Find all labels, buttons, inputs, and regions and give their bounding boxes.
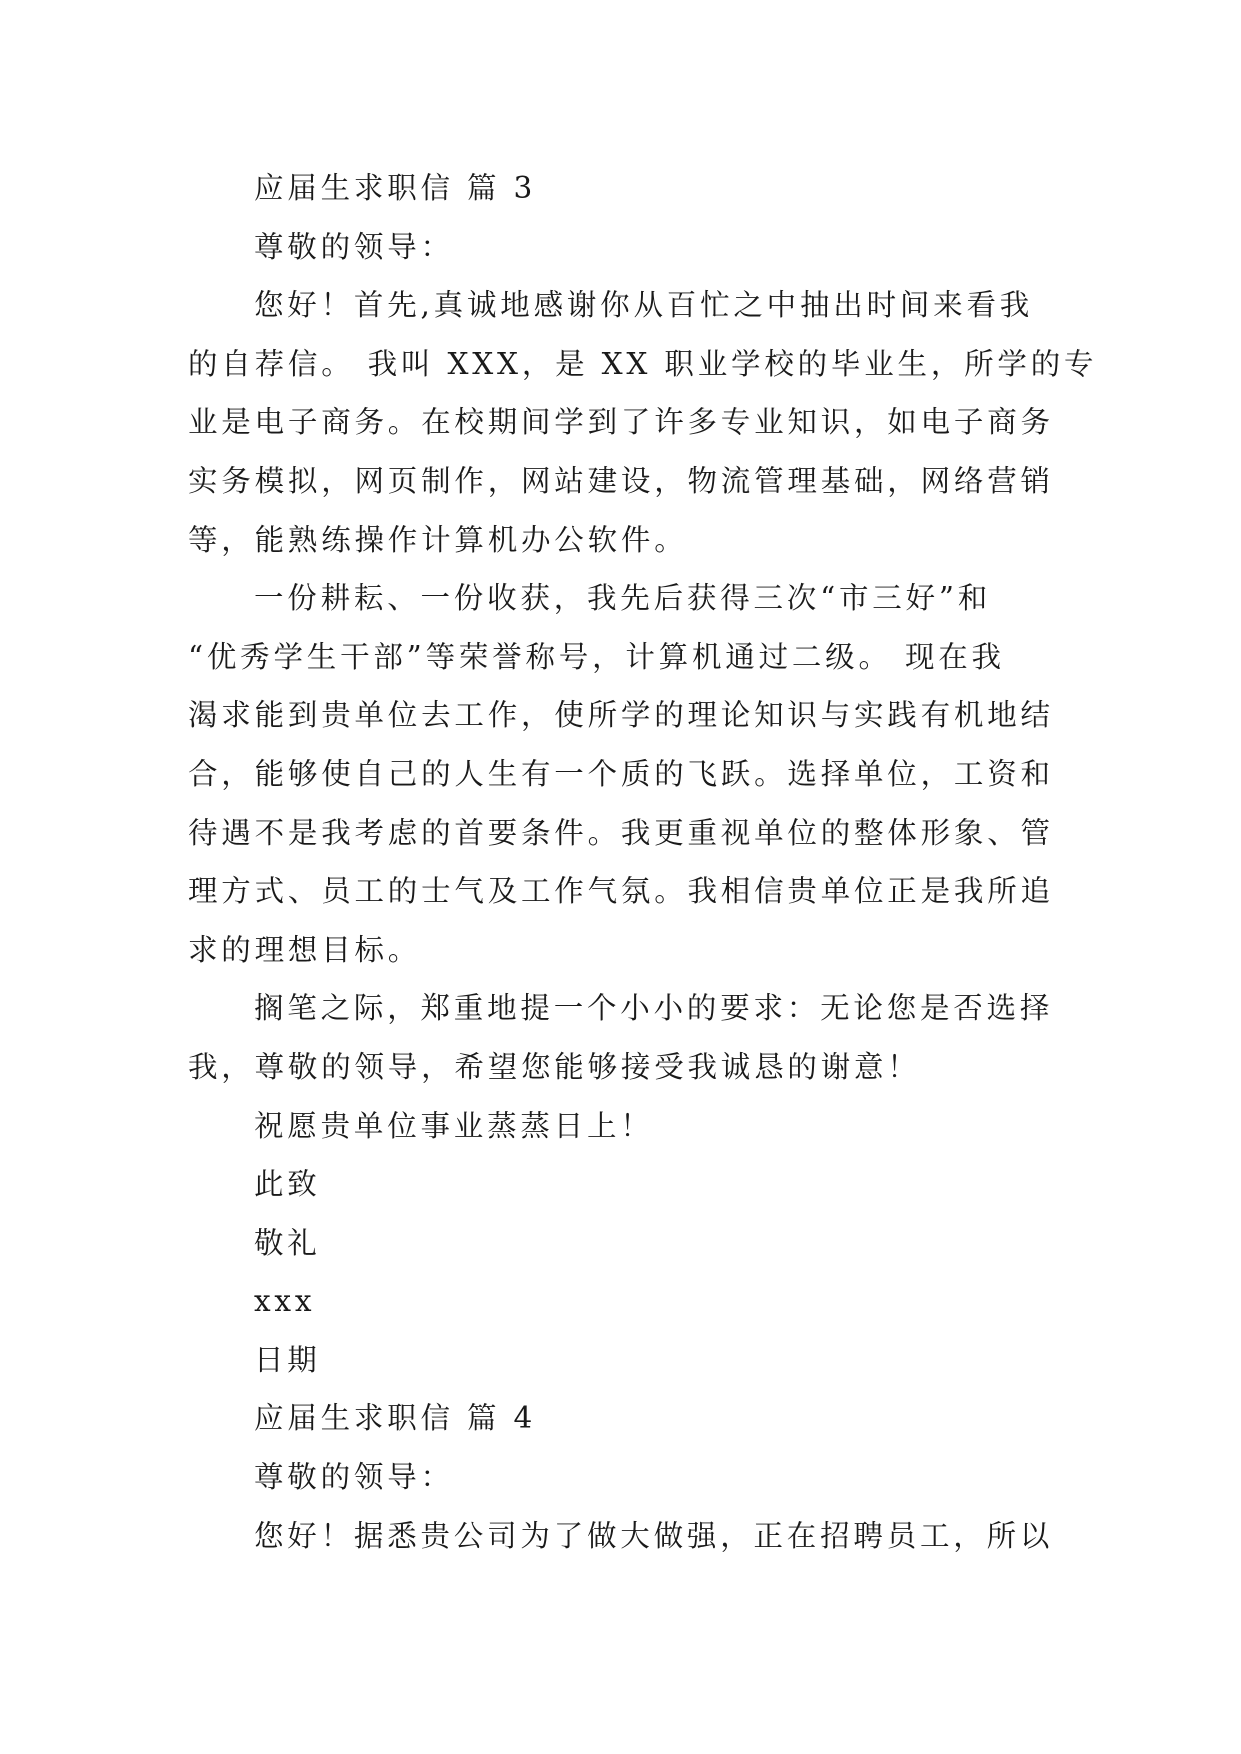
letter-body — [188, 159, 1098, 1565]
text-line: 尊敬的领导： — [254, 229, 454, 264]
text-line: 求的理想目标。 — [188, 932, 422, 967]
text-line: 敬礼 — [254, 1225, 321, 1260]
text-line: xxx — [254, 1284, 316, 1319]
text-line: 日期 — [254, 1342, 321, 1377]
text-line: 理方式、员工的士气及工作气氛。我相信贵单位正是我所追 — [188, 874, 1054, 909]
text-line: 应届生求职信 篇 3 — [254, 171, 537, 205]
text-line: 合，能够使自己的人生有一个质的飞跃。选择单位，工资和 — [188, 756, 1054, 791]
text-line: 一份耕耘、一份收获，我先后获得三次“市三好”和 — [254, 581, 992, 616]
text-line: 此致 — [254, 1167, 321, 1202]
text-line: 待遇不是我考虑的首要条件。我更重视单位的整体形象、管 — [188, 815, 1054, 850]
text-line: 您好！据悉贵公司为了做大做强，正在招聘员工，所以 — [254, 1518, 1054, 1553]
text-line: 您好！首先,真诚地感谢你从百忙之中抽出时间来看我 — [254, 288, 1034, 323]
text-line: “优秀学生干部”等荣誉称号，计算机通过二级。 现在我 — [188, 639, 1005, 674]
text-line: 的自荐信。 我叫 XXX，是 XX 职业学校的毕业生，所学的专 — [188, 346, 1098, 381]
text-line: 实务模拟，网页制作，网站建设，物流管理基础，网络营销 — [188, 463, 1054, 498]
text-line: 我，尊敬的领导，希望您能够接受我诚恳的谢意！ — [188, 1049, 921, 1084]
text-line: 业是电子商务。在校期间学到了许多专业知识，如电子商务 — [188, 405, 1054, 440]
text-line: 搁笔之际，郑重地提一个小小的要求：无论您是否选择 — [254, 991, 1054, 1026]
text-line: 应届生求职信 篇 4 — [254, 1401, 537, 1436]
text-line: 渴求能到贵单位去工作，使所学的理论知识与实践有机地结 — [188, 698, 1054, 733]
text-line: 尊敬的领导： — [254, 1460, 454, 1495]
text-line: 等，能熟练操作计算机办公软件。 — [188, 522, 688, 557]
text-line: 祝愿贵单位事业蒸蒸日上！ — [254, 1108, 654, 1143]
